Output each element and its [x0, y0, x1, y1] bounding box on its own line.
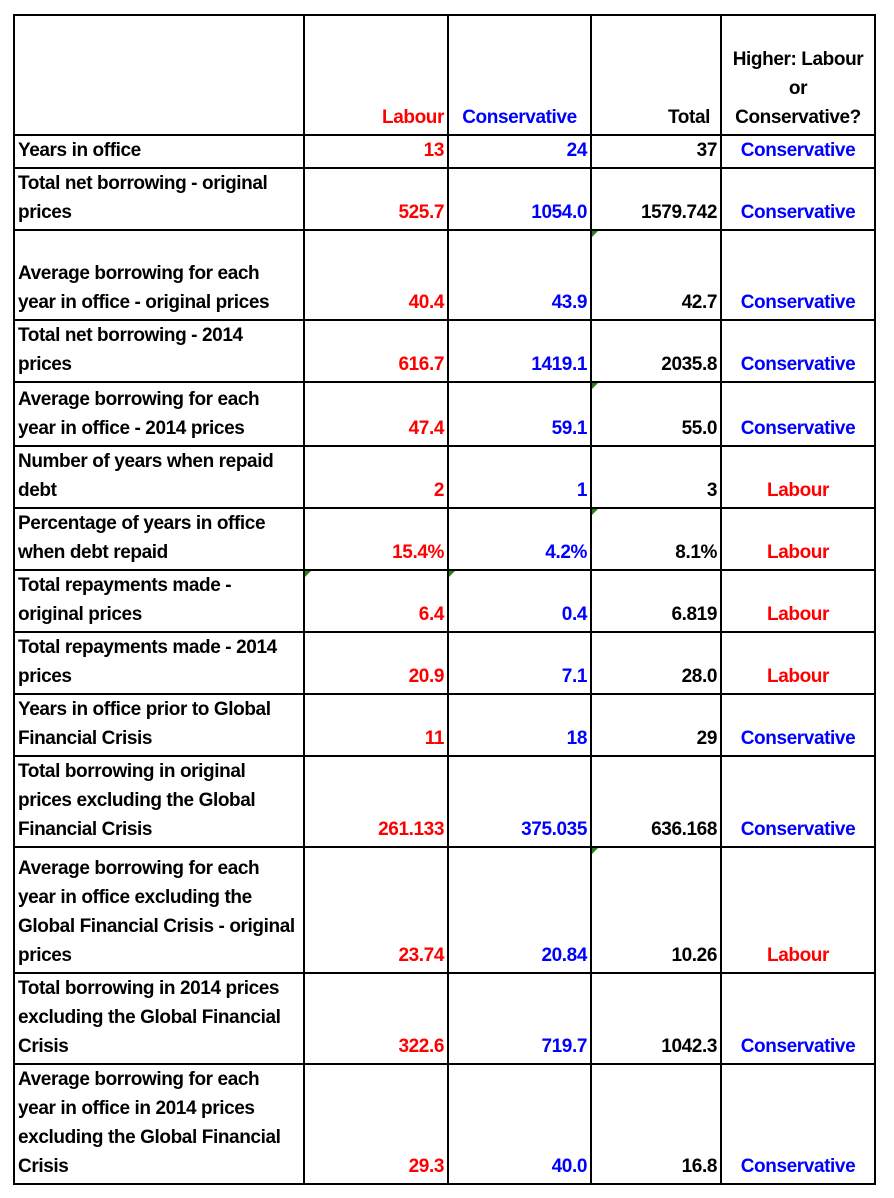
table-row	[14, 756, 875, 847]
higher-value-text: Conservative	[740, 354, 856, 375]
table-row	[14, 632, 875, 694]
higher-value	[721, 570, 875, 632]
labour-value-text: 2	[433, 480, 444, 501]
row-label-text: Total repayments made - original prices	[18, 575, 232, 625]
higher-value	[721, 320, 875, 382]
labour-value	[304, 446, 448, 508]
higher-value	[721, 135, 875, 168]
higher-value-text: Labour	[767, 666, 829, 687]
higher-value-text: Conservative	[740, 819, 856, 840]
table-row	[14, 508, 875, 570]
header-total: Total	[591, 15, 721, 135]
higher-value	[721, 382, 875, 446]
row-label	[14, 847, 304, 973]
labour-value-text: 13	[423, 140, 444, 161]
higher-value-text: Conservative	[740, 418, 856, 439]
conservative-value-text: 24	[566, 140, 587, 161]
conservative-value	[448, 694, 591, 756]
conservative-value	[448, 508, 591, 570]
row-label	[14, 168, 304, 230]
comment-marker-icon	[592, 848, 598, 854]
table-row	[14, 847, 875, 973]
table-row	[14, 320, 875, 382]
table-row	[14, 1064, 875, 1184]
total-value	[591, 847, 721, 973]
labour-value	[304, 320, 448, 382]
conservative-value	[448, 756, 591, 847]
row-label	[14, 570, 304, 632]
higher-value-text: Labour	[767, 480, 829, 501]
comment-marker-icon	[592, 383, 598, 389]
total-value-text: 636.168	[651, 819, 717, 840]
higher-value-text: Conservative	[740, 292, 856, 313]
higher-value	[721, 230, 875, 320]
row-label	[14, 756, 304, 847]
total-value-text: 2035.8	[661, 354, 717, 375]
labour-value-text: 525.7	[398, 202, 444, 223]
row-label	[14, 320, 304, 382]
total-value	[591, 694, 721, 756]
labour-value-text: 6.4	[418, 604, 444, 625]
total-value-text: 1579.742	[640, 202, 717, 223]
labour-value-text: 29.3	[408, 1156, 444, 1177]
labour-value	[304, 1064, 448, 1184]
labour-value	[304, 168, 448, 230]
total-value-text: 55.0	[681, 418, 717, 439]
total-value	[591, 320, 721, 382]
higher-value-text: Conservative	[740, 728, 856, 749]
comment-marker-icon	[305, 571, 311, 577]
higher-value-text: Conservative	[740, 1156, 856, 1177]
table-row	[14, 973, 875, 1064]
row-label-text: Average borrowing for each year in office - 2014 prices	[18, 389, 260, 439]
table-row	[14, 570, 875, 632]
header-higher: Higher: Labour or Conservative?	[721, 15, 875, 135]
table-row	[14, 168, 875, 230]
row-label-text: Average borrowing for each year in office in 2014 prices excluding the Global Financial Crisis	[18, 1069, 281, 1177]
labour-value-text: 322.6	[398, 1036, 444, 1057]
conservative-value-text: 20.84	[541, 945, 587, 966]
total-value	[591, 632, 721, 694]
labour-value	[304, 570, 448, 632]
conservative-value-text: 1419.1	[531, 354, 587, 375]
labour-value-text: 261.133	[378, 819, 444, 840]
row-label-text: Years in office prior to Global Financial Crisis	[18, 699, 271, 749]
total-value-text: 16.8	[681, 1156, 717, 1177]
row-label-text: Years in office	[18, 140, 141, 161]
conservative-value-text: 0.4	[561, 604, 587, 625]
conservative-value-text: 59.1	[551, 418, 587, 439]
row-label	[14, 973, 304, 1064]
labour-value	[304, 847, 448, 973]
row-label-text: Total borrowing in original prices excluding the Global Financial Crisis	[18, 761, 256, 840]
conservative-value	[448, 382, 591, 446]
labour-value-text: 40.4	[408, 292, 444, 313]
conservative-value	[448, 135, 591, 168]
higher-value	[721, 756, 875, 847]
table-row	[14, 694, 875, 756]
higher-value	[721, 508, 875, 570]
total-value	[591, 570, 721, 632]
higher-value	[721, 694, 875, 756]
conservative-value-text: 719.7	[541, 1036, 587, 1057]
comment-marker-icon	[592, 509, 598, 515]
labour-value	[304, 135, 448, 168]
labour-value-text: 23.74	[398, 945, 444, 966]
labour-value	[304, 756, 448, 847]
table-row	[14, 230, 875, 320]
total-value-text: 28.0	[681, 666, 717, 687]
total-value	[591, 135, 721, 168]
row-label	[14, 694, 304, 756]
labour-value-text: 15.4%	[392, 542, 444, 563]
comment-marker-icon	[449, 571, 455, 577]
total-value-text: 37	[696, 140, 717, 161]
higher-value	[721, 973, 875, 1064]
total-value-text: 10.26	[671, 945, 717, 966]
labour-value-text: 616.7	[398, 354, 444, 375]
labour-value-text: 47.4	[408, 418, 444, 439]
labour-value	[304, 694, 448, 756]
higher-value	[721, 632, 875, 694]
row-label	[14, 135, 304, 168]
labour-value-text: 11	[424, 728, 444, 749]
row-label	[14, 508, 304, 570]
higher-value-text: Labour	[767, 604, 829, 625]
table-row	[14, 135, 875, 168]
row-label	[14, 446, 304, 508]
conservative-value	[448, 570, 591, 632]
header-labour: Labour	[304, 15, 448, 135]
conservative-value-text: 1	[576, 480, 587, 501]
higher-value-text: Conservative	[740, 140, 856, 161]
total-value	[591, 382, 721, 446]
row-label-text: Total net borrowing - 2014 prices	[18, 325, 243, 375]
row-label-text: Total repayments made - 2014 prices	[18, 637, 277, 687]
header-conservative: Conservative	[448, 15, 591, 135]
conservative-value	[448, 168, 591, 230]
conservative-value	[448, 230, 591, 320]
conservative-value-text: 7.1	[561, 666, 587, 687]
total-value-text: 8.1%	[675, 542, 717, 563]
row-label	[14, 632, 304, 694]
comment-marker-icon	[592, 231, 598, 237]
conservative-value	[448, 1064, 591, 1184]
conservative-value-text: 375.035	[521, 819, 587, 840]
total-value	[591, 508, 721, 570]
table-row	[14, 446, 875, 508]
labour-value	[304, 230, 448, 320]
total-value-text: 1042.3	[661, 1036, 717, 1057]
comparison-table	[13, 14, 876, 1185]
conservative-value-text: 1054.0	[531, 202, 587, 223]
conservative-value-text: 40.0	[551, 1156, 587, 1177]
conservative-value-text: 43.9	[551, 292, 587, 313]
higher-value	[721, 168, 875, 230]
higher-value	[721, 446, 875, 508]
labour-value	[304, 508, 448, 570]
total-value-text: 42.7	[681, 292, 717, 313]
total-value-text: 3	[706, 480, 717, 501]
total-value-text: 6.819	[671, 604, 717, 625]
labour-value	[304, 382, 448, 446]
labour-value	[304, 973, 448, 1064]
total-value	[591, 973, 721, 1064]
row-label-text: Number of years when repaid debt	[18, 451, 274, 501]
total-value	[591, 168, 721, 230]
conservative-value	[448, 320, 591, 382]
conservative-value-text: 18	[566, 728, 587, 749]
higher-value-text: Labour	[767, 542, 829, 563]
header-row	[14, 15, 875, 135]
labour-value	[304, 632, 448, 694]
row-label-text: Percentage of years in office when debt repaid	[18, 513, 266, 563]
conservative-value	[448, 446, 591, 508]
total-value-text: 29	[696, 728, 717, 749]
table-row	[14, 382, 875, 446]
higher-value-text: Conservative	[740, 202, 856, 223]
higher-value	[721, 847, 875, 973]
higher-value	[721, 1064, 875, 1184]
higher-value-text: Conservative	[740, 1036, 856, 1057]
higher-value-text: Labour	[767, 945, 829, 966]
conservative-value-text: 4.2%	[545, 542, 587, 563]
conservative-value	[448, 632, 591, 694]
row-label-text: Average borrowing for each year in office - original prices	[18, 263, 270, 313]
row-label	[14, 382, 304, 446]
total-value	[591, 1064, 721, 1184]
total-value	[591, 230, 721, 320]
row-label-text: Average borrowing for each year in office excluding the Global Financial Crisis - original prices	[18, 858, 295, 966]
conservative-value	[448, 973, 591, 1064]
labour-value-text: 20.9	[408, 666, 444, 687]
header-blank	[14, 15, 304, 135]
total-value	[591, 446, 721, 508]
total-value	[591, 756, 721, 847]
row-label-text: Total net borrowing - original prices	[18, 173, 268, 223]
row-label-text: Total borrowing in 2014 prices excluding the Global Financial Crisis	[18, 978, 281, 1057]
conservative-value	[448, 847, 591, 973]
row-label	[14, 1064, 304, 1184]
row-label	[14, 230, 304, 320]
